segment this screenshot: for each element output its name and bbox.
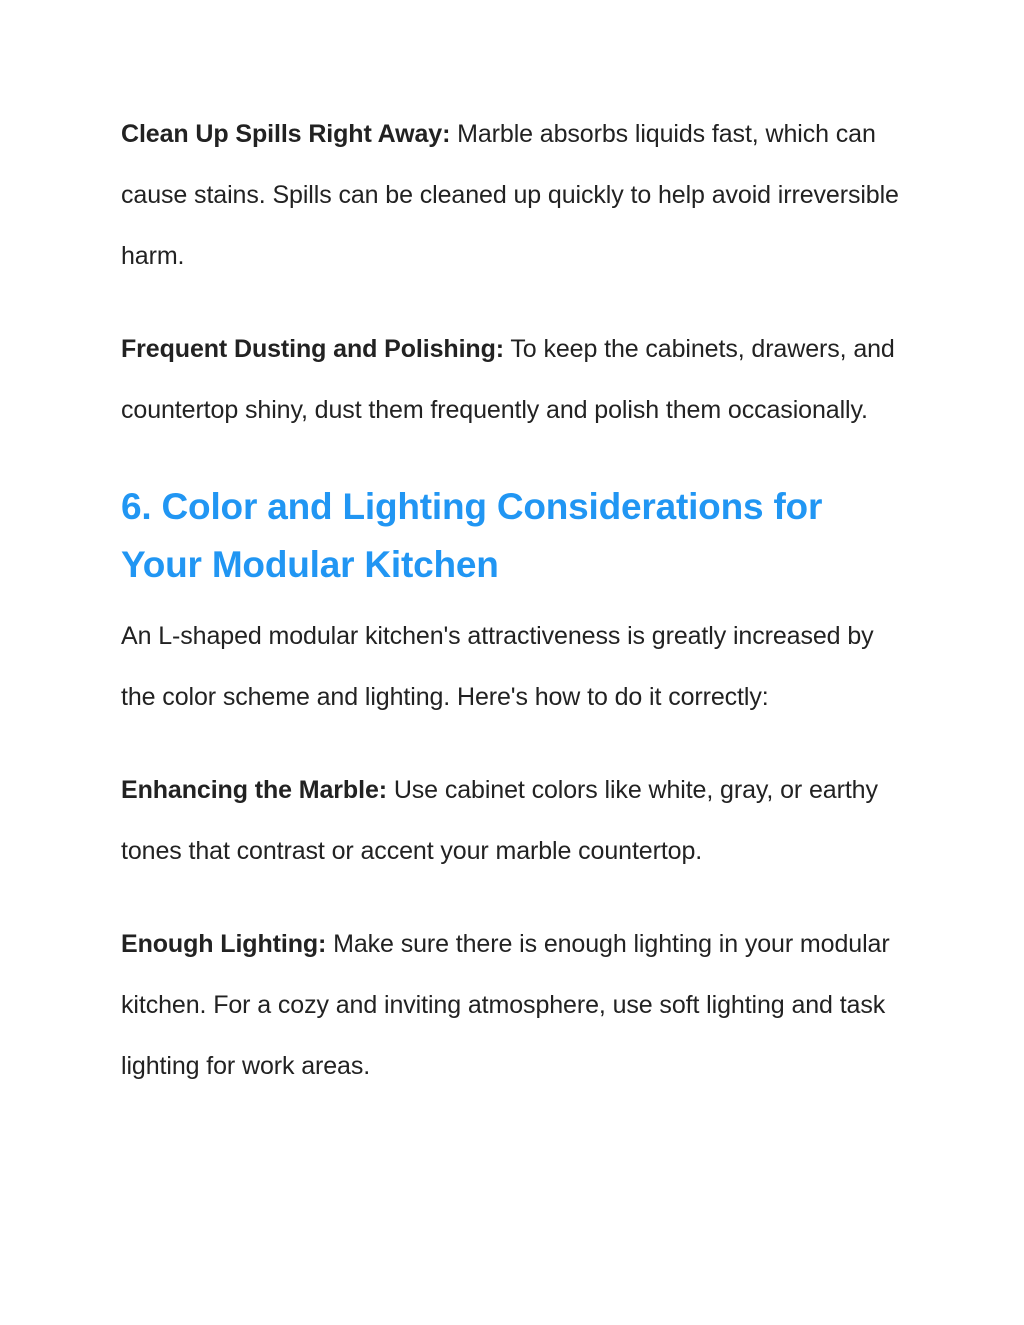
tip-label: Enough Lighting: [121,930,327,958]
tip-clean-up-spills [121,104,911,287]
tip-label: Enhancing the Marble: [121,776,387,804]
tip-text: Marble absorbs liquids fast, which can cause stains. Spills can be cleaned up quickly to help avoid irreversible harm. [121,120,899,270]
tip-text: Use cabinet colors like white, gray, or earthy tones that contrast or accent your marble countertop. [121,776,878,865]
document-page [121,104,911,1097]
tip-label: Frequent Dusting and Polishing: [121,335,504,363]
tip-text: Make sure there is enough lighting in your modular kitchen. For a cozy and inviting atmosphere, use soft lighting and task lighting for work areas. [121,930,890,1080]
section-intro: An L-shaped modular kitchen's attractiveness is greatly increased by the color scheme and lighting. Here's how to do it correctly: [121,622,874,711]
tip-dusting-polishing [121,319,911,441]
tip-label: Clean Up Spills Right Away: [121,120,451,148]
section-heading: 6. Color and Lighting Considerations for Your Modular Kitchen [121,486,823,585]
tip-enough-lighting [121,914,911,1097]
tip-enhancing-marble [121,760,911,882]
tip-text: To keep the cabinets, drawers, and countertop shiny, dust them frequently and polish them occasionally. [121,335,895,424]
